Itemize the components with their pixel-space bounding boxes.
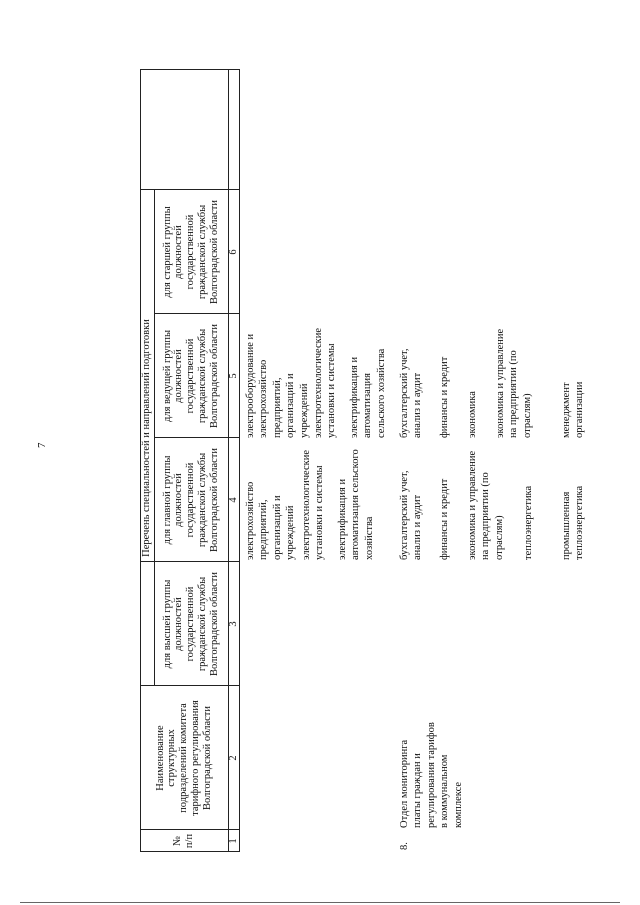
row8-col4-item-5: промышленная теплоэнергетика [561, 485, 586, 560]
col-number-3: 3 [228, 621, 240, 627]
col-number-4: 4 [228, 497, 240, 503]
page-number: 7 [36, 442, 48, 448]
row8-col4-item-1: бухгалтерский учет, анализ и аудит [399, 470, 424, 560]
col-number-2: 2 [228, 755, 240, 761]
row8-col5-item-5: менеджмент организации [561, 381, 586, 438]
header-highest: для высшей группы должностей государственной гражданской службы Волгоградской области [161, 571, 220, 677]
row8-col4-item-3: экономика и управление на предприятии (по отраслям) [467, 450, 505, 560]
header-leading: для ведущей группы должностей государственной гражданской службы Волгоградской области [161, 323, 220, 429]
header-senior: для старшей группы должностей государственной гражданской службы Волгоградской области [161, 199, 220, 305]
row8-col5-item-3: экономика [467, 391, 478, 438]
col-number-1: 1 [228, 838, 240, 844]
header-num: № п/п [172, 833, 195, 849]
cont-col4-item-1: электрохозяйство предприятий, организаций и учреждений [245, 481, 297, 560]
col-number-6: 6 [228, 249, 240, 255]
rotated-page [140, 67, 639, 852]
cont-col4-item-3: электрификация и автоматизация сельского хозяйства [337, 449, 375, 560]
row8-number: 8. [399, 842, 410, 850]
header-group: Перечень специальностей и направлений подготовки [141, 319, 153, 557]
row8-col5-item-4: экономика и управление на предприятии (по отраслям) [495, 328, 533, 438]
header-main: для главной группы должностей государственной гражданской службы Волгоградской области [161, 447, 220, 553]
row8-col5-item-1: бухгалтерский учет, анализ и аудит [399, 348, 424, 438]
row8-col5-item-2: финансы и кредит [439, 356, 450, 438]
row8-col4-item-4: теплоэнергетика [523, 485, 534, 560]
header-name: Наименование структурных подразделений комитета тарифного регулирования Волгоградской области [154, 700, 213, 816]
cont-col5-item-1: электрооборудование и электрохозяйство предприятий, организаций и учреждений [245, 333, 310, 438]
cont-col5-item-3: электрификация и автоматизация сельского хозяйства [349, 348, 387, 438]
cont-col4-item-2: электротехнологические установки и системы [301, 449, 326, 560]
row8-col4-item-2: финансы и кредит [439, 478, 450, 560]
col-number-5: 5 [228, 373, 240, 379]
row8-name: Отдел мониторинга платы граждан и регулирования тарифов в коммунальном комплексе [399, 722, 464, 828]
scan-edge-line [20, 902, 620, 903]
cont-col5-item-2: электротехнологические установки и системы [313, 327, 338, 438]
